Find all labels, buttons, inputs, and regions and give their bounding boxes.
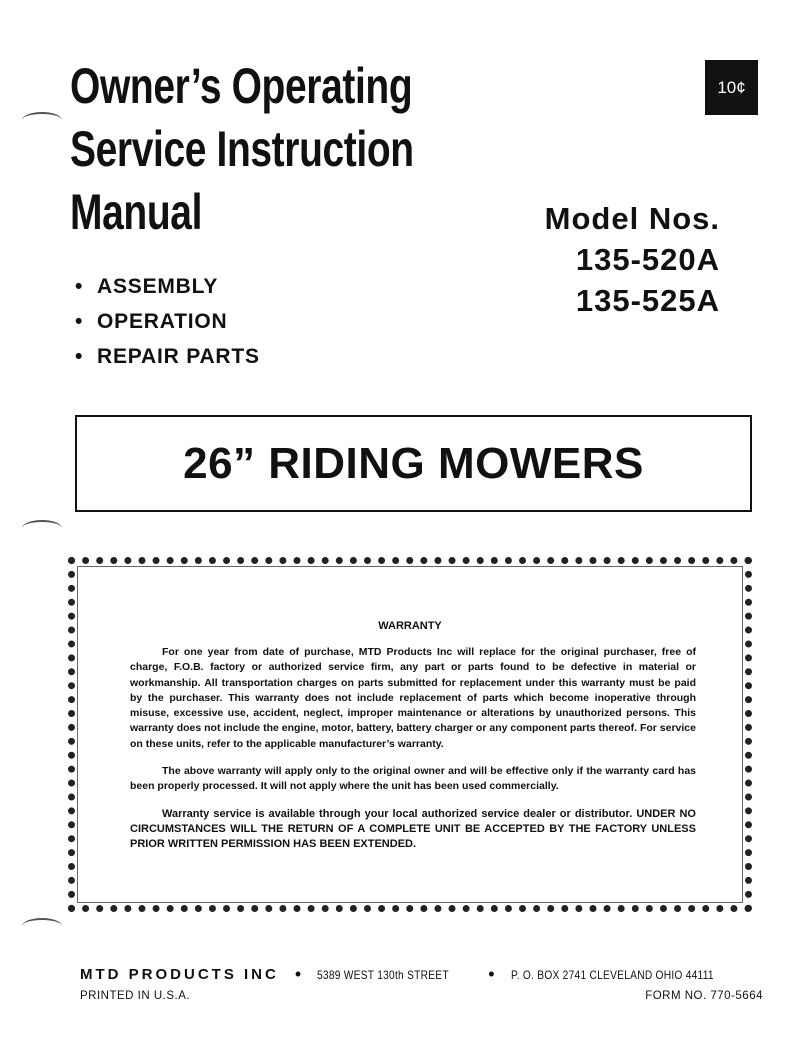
binder-mark-bottom <box>22 918 62 934</box>
bullet-icon: • <box>294 964 302 984</box>
warranty-paragraph: Warranty service is available through your local authorized service dealer or distributor. UNDER NO CIRCUMSTANCES WILL THE RETURN OF A COMPLETE UNIT BE ACCEPTED BY THE FACTORY UNLESS PRIOR WRITTEN PERMISSION HAS BEEN EXTENDED. <box>130 807 696 851</box>
company-footer <box>80 964 760 985</box>
model-number: 135-520A <box>575 242 720 277</box>
bullet-icon: • <box>488 964 495 984</box>
printed-in: PRINTED IN U.S.A. <box>80 990 191 1002</box>
company-name: MTD PRODUCTS INC <box>80 966 279 983</box>
bullet-icon: • <box>75 345 84 368</box>
price-badge: 10¢ <box>705 60 758 115</box>
list-item: • REPAIR PARTS <box>75 345 260 368</box>
model-numbers <box>545 198 720 321</box>
warranty-text <box>130 645 696 865</box>
bullet-icon: • <box>75 275 84 298</box>
po-box-address: P. O. BOX 2741 CLEVELAND OHIO 44111 <box>510 967 714 982</box>
form-number: FORM NO. 770-5664 <box>645 990 763 1002</box>
contents-list <box>75 275 260 380</box>
list-item: • OPERATION <box>75 310 228 333</box>
title-line-3: Manual <box>70 184 203 240</box>
manual-title <box>70 55 414 244</box>
street-address: 5389 WEST 130th STREET <box>317 967 449 982</box>
model-heading: Model Nos. <box>544 201 720 236</box>
warranty-paragraph: The above warranty will apply only to the original owner and will be effective only if the warranty card has been properly processed. It will not apply where the unit has been used commercially. <box>130 765 696 793</box>
product-banner <box>75 415 752 512</box>
warranty-paragraph: For one year from date of purchase, MTD Products Inc will replace for the original purchaser, free of charge, F.O.B. factory or authorized service firm, any part or parts found to be defective in material or workmanship. All transportation charges on parts submitted for replacement under this warranty must be paid by the purchaser. This warranty does not include replacement of parts which become inoperative through misuse, excessive use, accident, neglect, improper maintenance or alterations by unauthorized persons. This warranty does not include the engine, motor, battery, battery charger or any component parts thereof. For service on these units, refer to the applicable manufacturer’s warranty. <box>130 646 696 750</box>
banner-text: 26” RIDING MOWERS <box>183 438 644 488</box>
binder-mark-top <box>22 112 62 128</box>
binder-mark-middle <box>22 520 62 536</box>
title-line-2: Service Instruction <box>70 121 414 177</box>
warranty-heading: WARRANTY <box>378 620 442 632</box>
title-line-1: Owner’s Operating <box>70 58 413 114</box>
list-item: • ASSEMBLY <box>75 275 219 298</box>
model-number: 135-525A <box>575 283 720 318</box>
bullet-icon: • <box>75 310 84 333</box>
